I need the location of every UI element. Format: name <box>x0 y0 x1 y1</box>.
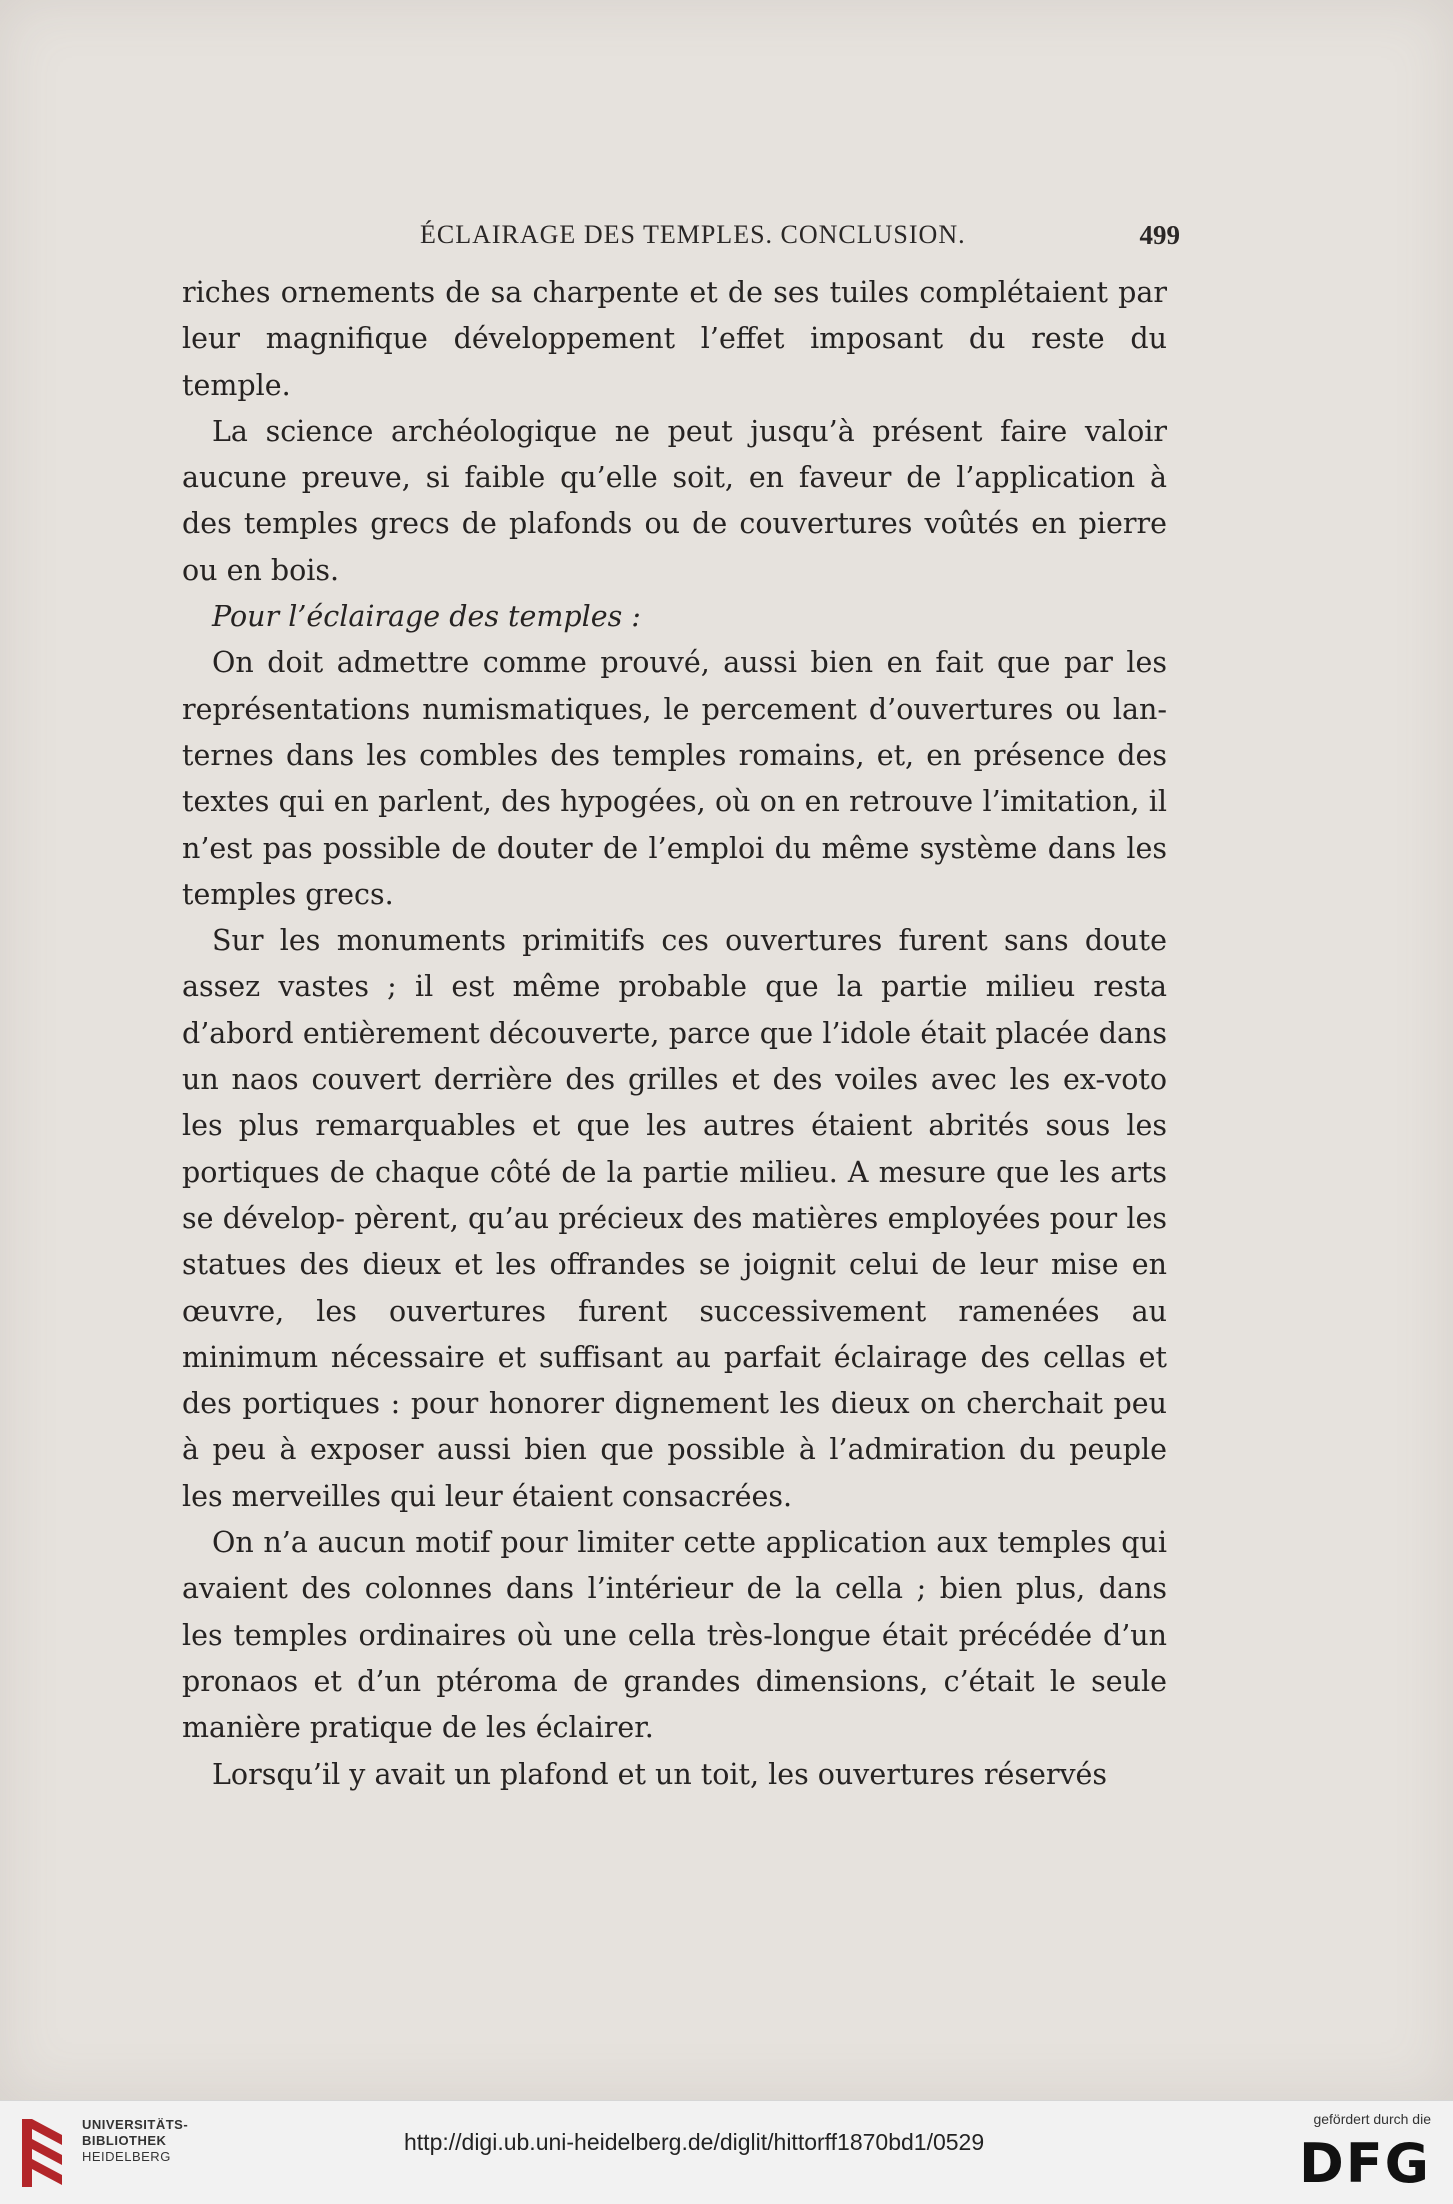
text-line: entièrement découverte, parce que l’idole était placée dans un naos <box>182 1016 1168 1097</box>
text-line: et suffisant au parfait éclairage des cellas et des portiques : pour <box>182 1340 1167 1421</box>
text-line: bien que possible à l’admiration du peuple les merveilles qui leur <box>182 1433 1167 1513</box>
text-line: d’un pronaos et d’un ptéroma de grandes dimensions, c’était le <box>182 1618 1167 1698</box>
text-line: dans les temples ordinaires où une cella très-longue était précédée <box>182 1572 1167 1652</box>
paragraph <box>182 1520 1167 1751</box>
text-line: textes qui en parlent, des hypogées, où on en retrouve l’imitation, <box>182 785 1149 819</box>
library-name-line: UNIVERSITÄTS- <box>82 2117 189 2132</box>
funding-text: gefördert durch die <box>1313 2111 1431 2127</box>
text-line: leur magnifique développement l’effet imposant du reste du temple. <box>182 322 1167 402</box>
text-line: Sur les monuments primitifs ces ouvertures furent sans doute <box>212 924 1167 958</box>
text-line: couvert derrière des grilles et des voiles avec les ex-voto les plus <box>182 1063 1167 1143</box>
text-line: représentations numismatiques, le percement d’ouvertures ou lan- <box>182 692 1167 726</box>
paragraph <box>182 918 1167 1520</box>
text-line: Lorsqu’il y avait un plafond et un toit, les ouvertures réservés <box>212 1757 1108 1791</box>
text-line: seule manière pratique de les éclairer. <box>182 1664 1167 1745</box>
text-line: étaient consacrées. <box>511 1479 793 1513</box>
dfg-logo: DFG <box>1298 2132 1431 2195</box>
body-text <box>182 270 1167 1798</box>
text-line: temples grecs de plafonds ou de couvertures voûtés en pierre ou en <box>182 507 1167 587</box>
text-line: pèrent, qu’au précieux des matières employées pour les statues <box>182 1201 1168 1282</box>
paragraph <box>182 1752 1167 1798</box>
library-name-line: HEIDELBERG <box>82 2149 171 2164</box>
text-line: assez vastes ; il est même probable que la partie milieu resta d’abord <box>182 970 1167 1050</box>
text-line: Pour l’éclairage des temples : <box>212 600 641 634</box>
paragraph <box>182 409 1167 594</box>
library-logo-icon <box>18 2115 68 2191</box>
text-line: honorer dignement les dieux on cherchait peu à peu à exposer aussi <box>182 1387 1167 1467</box>
text-line: les temples grecs. <box>182 831 1167 911</box>
library-name-line: BIBLIOTHEK <box>82 2133 167 2148</box>
text-line: remarquables et que les autres étaient abrités sous les portiques de <box>182 1109 1167 1189</box>
permalink-url[interactable]: http://digi.ub.uni-heidelberg.de/diglit/hittorff1870bd1/0529 <box>404 2129 985 2155</box>
text-line: aucune preuve, si faible qu’elle soit, en faveur de l’application à des <box>182 461 1167 541</box>
text-line: La science archéologique ne peut jusqu’à présent faire valoir <box>212 414 1167 448</box>
text-line: ternes dans les combles des temples romains, et, en présence des <box>182 738 1167 772</box>
paragraph <box>182 640 1167 918</box>
text-line: il n’est pas possible de douter de l’emploi du même système dans <box>182 785 1167 865</box>
viewer-footer <box>0 2100 1453 2204</box>
page-number: 499 <box>1139 220 1180 250</box>
text-line: des dieux et les offrandes se joignit celui de leur mise en œuvre, les <box>182 1248 1167 1328</box>
library-name <box>82 2117 188 2165</box>
text-line: On n’a aucun motif pour limiter cette application aux temples <box>212 1526 1122 1560</box>
text-line: On doit admettre comme prouvé, aussi bien en fait que par les <box>212 646 1167 680</box>
paragraph <box>182 270 1167 409</box>
running-head <box>180 220 1180 260</box>
running-title: ÉCLAIRAGE DES TEMPLES. CONCLUSION. <box>420 220 966 249</box>
text-line: qui avaient des colonnes dans l’intérieur de la cella ; bien plus, <box>182 1526 1167 1606</box>
text-line: bois. <box>270 553 340 587</box>
text-line: chaque côté de la partie milieu. A mesure que les arts se dévelop- <box>182 1155 1167 1235</box>
text-line: ouvertures furent successivement ramenées au minimum nécessaire <box>182 1294 1167 1374</box>
section-heading <box>182 594 1167 640</box>
text-line: riches ornements de sa charpente et de ses tuiles complétaient par <box>182 276 1167 309</box>
